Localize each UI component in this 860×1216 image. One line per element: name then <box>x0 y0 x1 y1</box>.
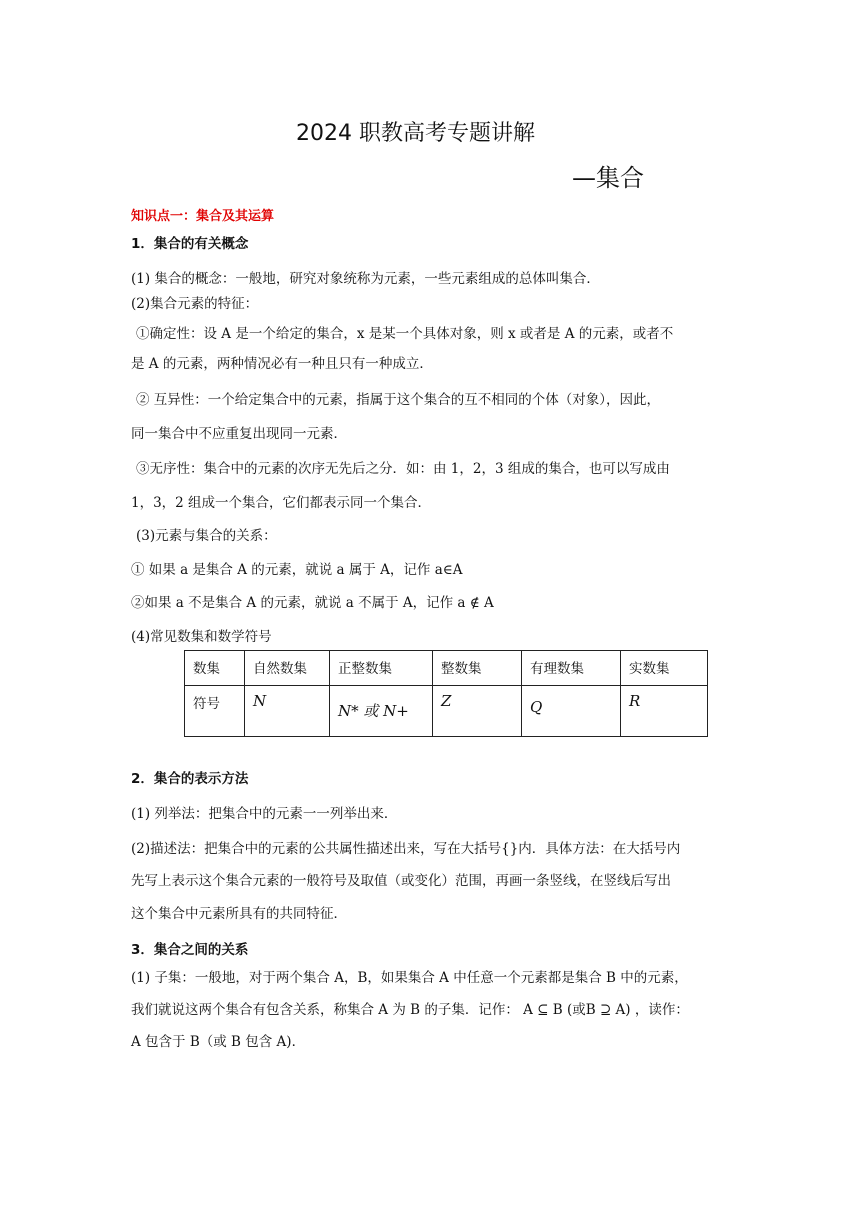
paragraph: ③无序性：集合中的元素的次序无先后之分．如：由 1，2，3 组成的集合，也可以写成由 <box>136 461 670 477</box>
table-cell: Q <box>522 686 621 737</box>
table-cell: 自然数集 <box>245 651 330 686</box>
paragraph: (2)描述法：把集合中的元素的公共属性描述出来，写在大括号{}内．具体方法：在大括号内 <box>131 841 681 857</box>
paragraph: (1) 子集：一般地，对于两个集合 A，B，如果集合 A 中任意一个元素都是集合 B 中的元素， <box>131 970 688 986</box>
number-sets-table <box>184 650 708 737</box>
table-cell: R <box>621 686 708 737</box>
paragraph: 先写上表示这个集合元素的一般符号及取值（或变化）范围，再画一条竖线，在竖线后写出 <box>131 873 671 889</box>
table-cell: 正整数集 <box>330 651 433 686</box>
section-3-heading: 3．集合之间的关系 <box>131 942 249 958</box>
table-cell: 有理数集 <box>522 651 621 686</box>
paragraph: 这个集合中元素所具有的共同特征． <box>131 906 347 922</box>
paragraph: ②如果 a 不是集合 A 的元素，就说 a 不属于 A，记作 a ∉ A <box>131 595 494 611</box>
paragraph: (1) 集合的概念：一般地，研究对象统称为元素，一些元素组成的总体叫集合． <box>131 271 600 287</box>
table-cell: N* 或 N+ <box>330 686 433 737</box>
table-cell: 整数集 <box>433 651 522 686</box>
table-cell: 数集 <box>185 651 245 686</box>
paragraph: (3)元素与集合的关系： <box>136 528 277 544</box>
table-cell: 实数集 <box>621 651 708 686</box>
table-cell: Z <box>433 686 522 737</box>
table-cell: 符号 <box>185 686 245 737</box>
section-2-heading: 2．集合的表示方法 <box>131 771 249 787</box>
paragraph: ①确定性：设 A 是一个给定的集合，x 是某一个具体对象，则 x 或者是 A 的元素，或者不 <box>136 326 674 342</box>
page-subtitle: —集合 <box>572 164 644 192</box>
paragraph: 1，3，2 组成一个集合，它们都表示同一个集合． <box>131 495 432 511</box>
section-1-heading: 1．集合的有关概念 <box>131 236 249 252</box>
page-title: 2024 职教高考专题讲解 <box>296 121 535 146</box>
paragraph: A 包含于 B（或 B 包含 A)． <box>131 1034 306 1050</box>
paragraph: (2)集合元素的特征： <box>131 296 259 312</box>
paragraph: 是 A 的元素，两种情况必有一种且只有一种成立． <box>131 356 433 372</box>
paragraph: 我们就说这两个集合有包含关系，称集合 A 为 B 的子集．记作： A ⊆ B (或B ⊇ A) ，读作： <box>131 1002 689 1018</box>
paragraph: 同一集合中不应重复出现同一元素． <box>131 426 347 442</box>
paragraph: ① 如果 a 是集合 A 的元素，就说 a 属于 A，记作 a∈A <box>131 562 463 578</box>
table-row <box>185 686 708 737</box>
paragraph: (1) 列举法：把集合中的元素一一列举出来． <box>131 806 398 822</box>
paragraph: ② 互异性：一个给定集合中的元素，指属于这个集合的互不相同的个体（对象），因此， <box>136 392 661 408</box>
paragraph: (4)常见数集和数学符号 <box>131 629 272 645</box>
table-row <box>185 651 708 686</box>
knowledge-point-heading: 知识点一：集合及其运算 <box>131 209 275 224</box>
table-cell: N <box>245 686 330 737</box>
